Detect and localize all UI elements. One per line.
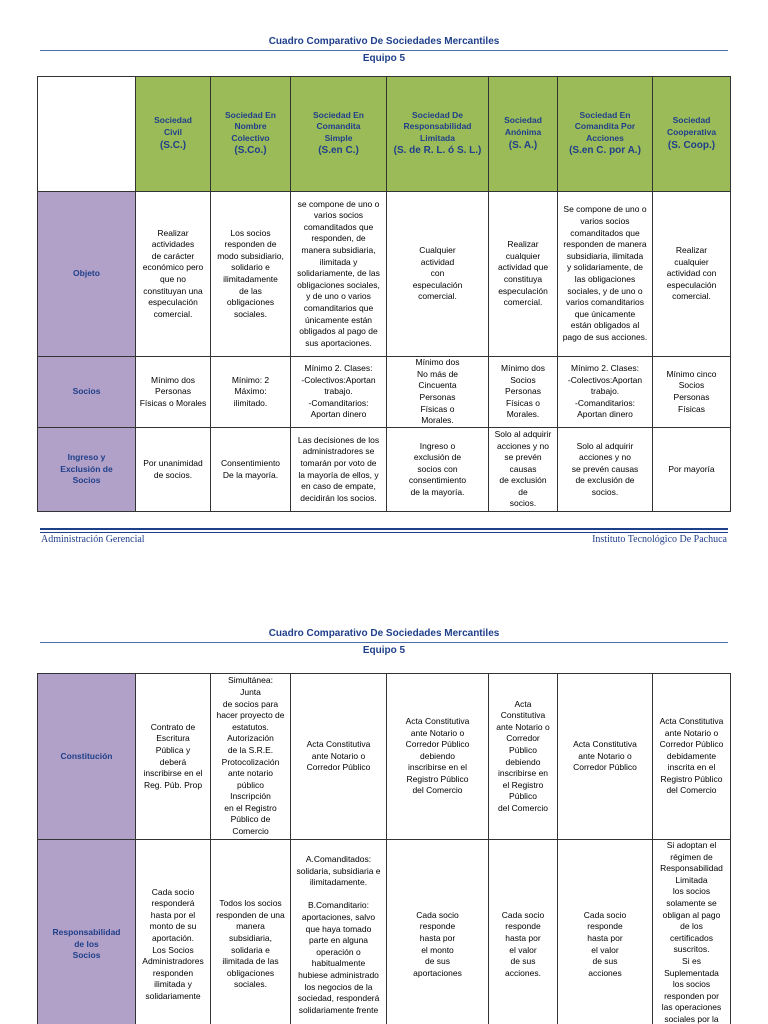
row-label: Objeto bbox=[38, 192, 136, 357]
table-cell: Mínimo 2. Clases: -Colectivos:Aportan trabajo. -Comanditarios: Aportan dinero bbox=[291, 357, 387, 428]
comparison-table-page-1 bbox=[37, 76, 731, 512]
corner-cell bbox=[38, 77, 136, 192]
table-cell: Cada socio responderá hasta por el monto de su aportación. Los Socios Administradores responden ilimitada y solidariamente bbox=[136, 840, 211, 1024]
table-cell: Simultánea: Junta de socios para hacer proyecto de estatutos. Autorización de la S.R.E. Protocolización ante notario público Inscripción en el Registro Público de Comercio bbox=[211, 674, 291, 840]
table-cell: Acta Constitutiva ante Notario o Corredor Público debiendo inscribirse en el Registro Público del Comercio bbox=[387, 674, 489, 840]
table-cell: Solo al adquirir acciones y no se prevén causas de exclusión de socios. bbox=[489, 428, 558, 512]
table-cell: Acta Constitutiva ante Notario o Corredor Público bbox=[291, 674, 387, 840]
table-cell: Cualquier actividad con especulación comercial. bbox=[387, 192, 489, 357]
row-ingreso-exclusion bbox=[38, 428, 731, 512]
header-sociedad-cooperativa: Sociedad Cooperativa (S. Coop.) bbox=[653, 77, 731, 192]
table-cell: Contrato de Escritura Pública y deberá inscribirse en el Reg. Púb. Prop bbox=[136, 674, 211, 840]
table-cell: Por unanimidad de socios. bbox=[136, 428, 211, 512]
table-cell: Realizar cualquier actividad que constituya especulación comercial. bbox=[489, 192, 558, 357]
row-label: Constitución bbox=[38, 674, 136, 840]
table-cell: se compone de uno o varios socios comanditados que responden, de manera subsidiaria, ilimitada y solidariamente, de las obligaciones sociales, y de uno o varios comanditarios que únicamente están obligados al pago de sus aportaciones. bbox=[291, 192, 387, 357]
table-cell: Mínimo cinco Socios Personas Físicas bbox=[653, 357, 731, 428]
table-cell: Acta Constitutiva ante Notario o Corredor Público bbox=[558, 674, 653, 840]
table-cell: A.Comanditados: solidaria, subsidiaria e ilimitadamente. B.Comanditario: aportaciones, salvo que haya tomado parte en alguna operación o habitualmente hubiese administrado los negocios de la sociedad, responderá solidariamente frente bbox=[291, 840, 387, 1024]
row-label: Responsabilidad de los Socios bbox=[38, 840, 136, 1024]
table-cell: Mínimo 2. Clases: -Colectivos:Aportan trabajo. -Comanditarios: Aportan dinero bbox=[558, 357, 653, 428]
document-title: Cuadro Comparativo De Sociedades Mercantiles bbox=[268, 628, 500, 639]
footer-left-text: Administración Gerencial bbox=[41, 534, 145, 545]
table-cell: Cada socio responde hasta por el valor de sus acciones bbox=[558, 840, 653, 1024]
row-label: Socios bbox=[38, 357, 136, 428]
row-label: Ingreso y Exclusión de Socios bbox=[38, 428, 136, 512]
table-cell: Cada socio responde hasta por el valor de sus acciones. bbox=[489, 840, 558, 1024]
table-cell: Solo al adquirir acciones y no se prevén causas de exclusión de socios. bbox=[558, 428, 653, 512]
table-cell: Si adoptan el régimen de Responsabilidad Limitada los socios solamente se obligan al pago de los certificados suscritos. Si es Suplementada los socios responden por las operaciones sociales por la bbox=[653, 840, 731, 1024]
table-cell: Todos los socios responden de una manera subsidiaria, solidaria e ilimitada de las obligaciones sociales. bbox=[211, 840, 291, 1024]
title-rule bbox=[40, 642, 728, 643]
header-sociedad-nombre-colectivo: Sociedad En Nombre Colectivo (S.Co.) bbox=[211, 77, 291, 192]
table-cell: Consentimiento De la mayoría. bbox=[211, 428, 291, 512]
team-label: Equipo 5 bbox=[362, 53, 406, 64]
row-responsabilidad bbox=[38, 840, 731, 1024]
document-title: Cuadro Comparativo De Sociedades Mercantiles bbox=[268, 36, 500, 47]
table-cell: Acta Constitutiva ante Notario o Corredor Público debiendo inscribirse en el Registro Público del Comercio bbox=[489, 674, 558, 840]
row-constitucion bbox=[38, 674, 731, 840]
table-cell: Los socios responden de modo subsidiario, solidario e ilimitadamente de las obligaciones sociales. bbox=[211, 192, 291, 357]
table-cell: Por mayoría bbox=[653, 428, 731, 512]
comparison-table-page-2 bbox=[37, 673, 731, 1024]
table-cell: Se compone de uno o varios socios comanditados que responden de manera subsidiaria, ilimitada y solidariamente, de las obligaciones sociales, y de uno o varios comanditarios que únicamente están obligados al pago de sus acciones. bbox=[558, 192, 653, 357]
table-cell: Mínimo dos Socios Personas Físicas o Morales. bbox=[489, 357, 558, 428]
team-label: Equipo 5 bbox=[362, 645, 406, 656]
table-cell: Realizar cualquier actividad con especulación comercial. bbox=[653, 192, 731, 357]
table-cell: Mínimo: 2 Máximo: ilimitado. bbox=[211, 357, 291, 428]
table-cell: Realizar actividades de carácter económico pero que no constituyan una especulación comercial. bbox=[136, 192, 211, 357]
footer-rule-thin bbox=[40, 532, 728, 533]
table-cell: Las decisiones de los administradores se tomarán por voto de la mayoría de ellos, y en caso de empate, decidirán los socios. bbox=[291, 428, 387, 512]
title-rule bbox=[40, 50, 728, 51]
header-sociedad-comandita-acciones: Sociedad En Comandita Por Acciones (S.en C. por A.) bbox=[558, 77, 653, 192]
header-sociedad-civil: Sociedad Civil (S.C.) bbox=[136, 77, 211, 192]
table-cell: Cada socio responde hasta por el monto de sus aportaciones bbox=[387, 840, 489, 1024]
table-cell: Mínimo dos No más de Cincuenta Personas Físicas o Morales. bbox=[387, 357, 489, 428]
footer-rule-thick bbox=[40, 528, 728, 530]
row-socios bbox=[38, 357, 731, 428]
header-sociedad-anonima: Sociedad Anónima (S. A.) bbox=[489, 77, 558, 192]
footer-right-text: Instituto Tecnológico De Pachuca bbox=[592, 534, 727, 545]
header-sociedad-comandita-simple: Sociedad En Comandita Simple (S.en C.) bbox=[291, 77, 387, 192]
header-row bbox=[38, 77, 731, 192]
table-cell: Ingreso o exclusión de socios con consentimiento de la mayoría. bbox=[387, 428, 489, 512]
table-cell: Acta Constitutiva ante Notario o Corredor Público debidamente inscrita en el Registro Público del Comercio bbox=[653, 674, 731, 840]
table-cell: Mínimo dos Personas Físicas o Morales bbox=[136, 357, 211, 428]
row-objeto bbox=[38, 192, 731, 357]
header-sociedad-responsabilidad-limitada: Sociedad De Responsabilidad Limitada (S. de R. L. ó S. L.) bbox=[387, 77, 489, 192]
document-page-2 bbox=[0, 620, 768, 1024]
